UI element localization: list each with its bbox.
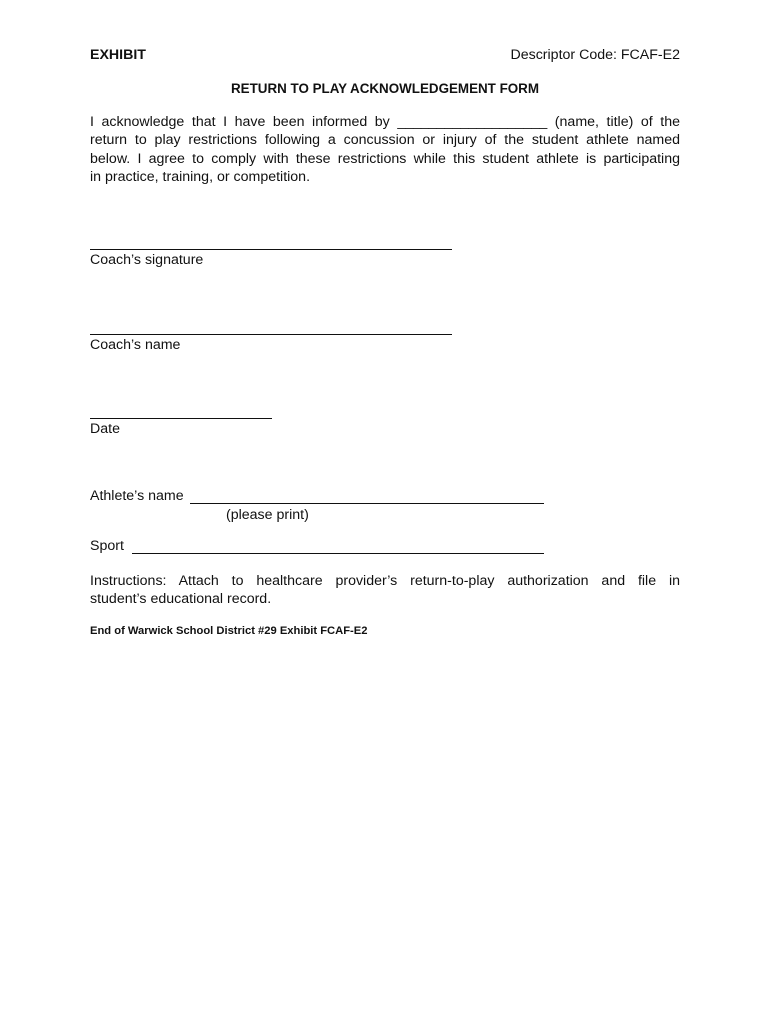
acknowledgement-line: return to play restrictions following a concussion or injury of the student athlete named — [90, 132, 680, 149]
instructions-line: student’s educational record. — [90, 591, 272, 608]
acknowledgement-line: below. I agree to comply with these restrictions while this student athlete is participating — [90, 150, 680, 167]
coach-signature-label: Coach’s signature — [90, 252, 204, 268]
date-line[interactable] — [90, 418, 272, 419]
exhibit-label: EXHIBIT — [90, 47, 146, 63]
acknowledgement-paragraph — [90, 113, 680, 186]
instructions-line: Instructions: Attach to healthcare provider’s return-to-play authorization and file in — [90, 573, 680, 589]
athlete-name-label: Athlete’s name — [90, 488, 184, 504]
descriptor-code: Descriptor Code: FCAF-E2 — [510, 47, 680, 63]
form-title: RETURN TO PLAY ACKNOWLEDGEMENT FORM — [231, 81, 539, 96]
acknowledgement-line: I acknowledge that I have been informed by ___________________ (name, title) of the — [90, 114, 680, 130]
end-of-exhibit-note: End of Warwick School District #29 Exhibit FCAF-E2 — [90, 625, 368, 637]
coach-name-line[interactable] — [90, 334, 452, 335]
acknowledgement-line: in practice, training, or competition. — [90, 168, 311, 185]
coach-signature-line[interactable] — [90, 249, 452, 250]
coach-name-label: Coach’s name — [90, 337, 181, 353]
athlete-name-line[interactable] — [190, 503, 544, 504]
athlete-name-hint: (please print) — [226, 507, 309, 523]
date-label: Date — [90, 421, 120, 437]
sport-line[interactable] — [132, 553, 544, 554]
sport-label: Sport — [90, 538, 124, 554]
instructions-paragraph — [90, 572, 680, 609]
